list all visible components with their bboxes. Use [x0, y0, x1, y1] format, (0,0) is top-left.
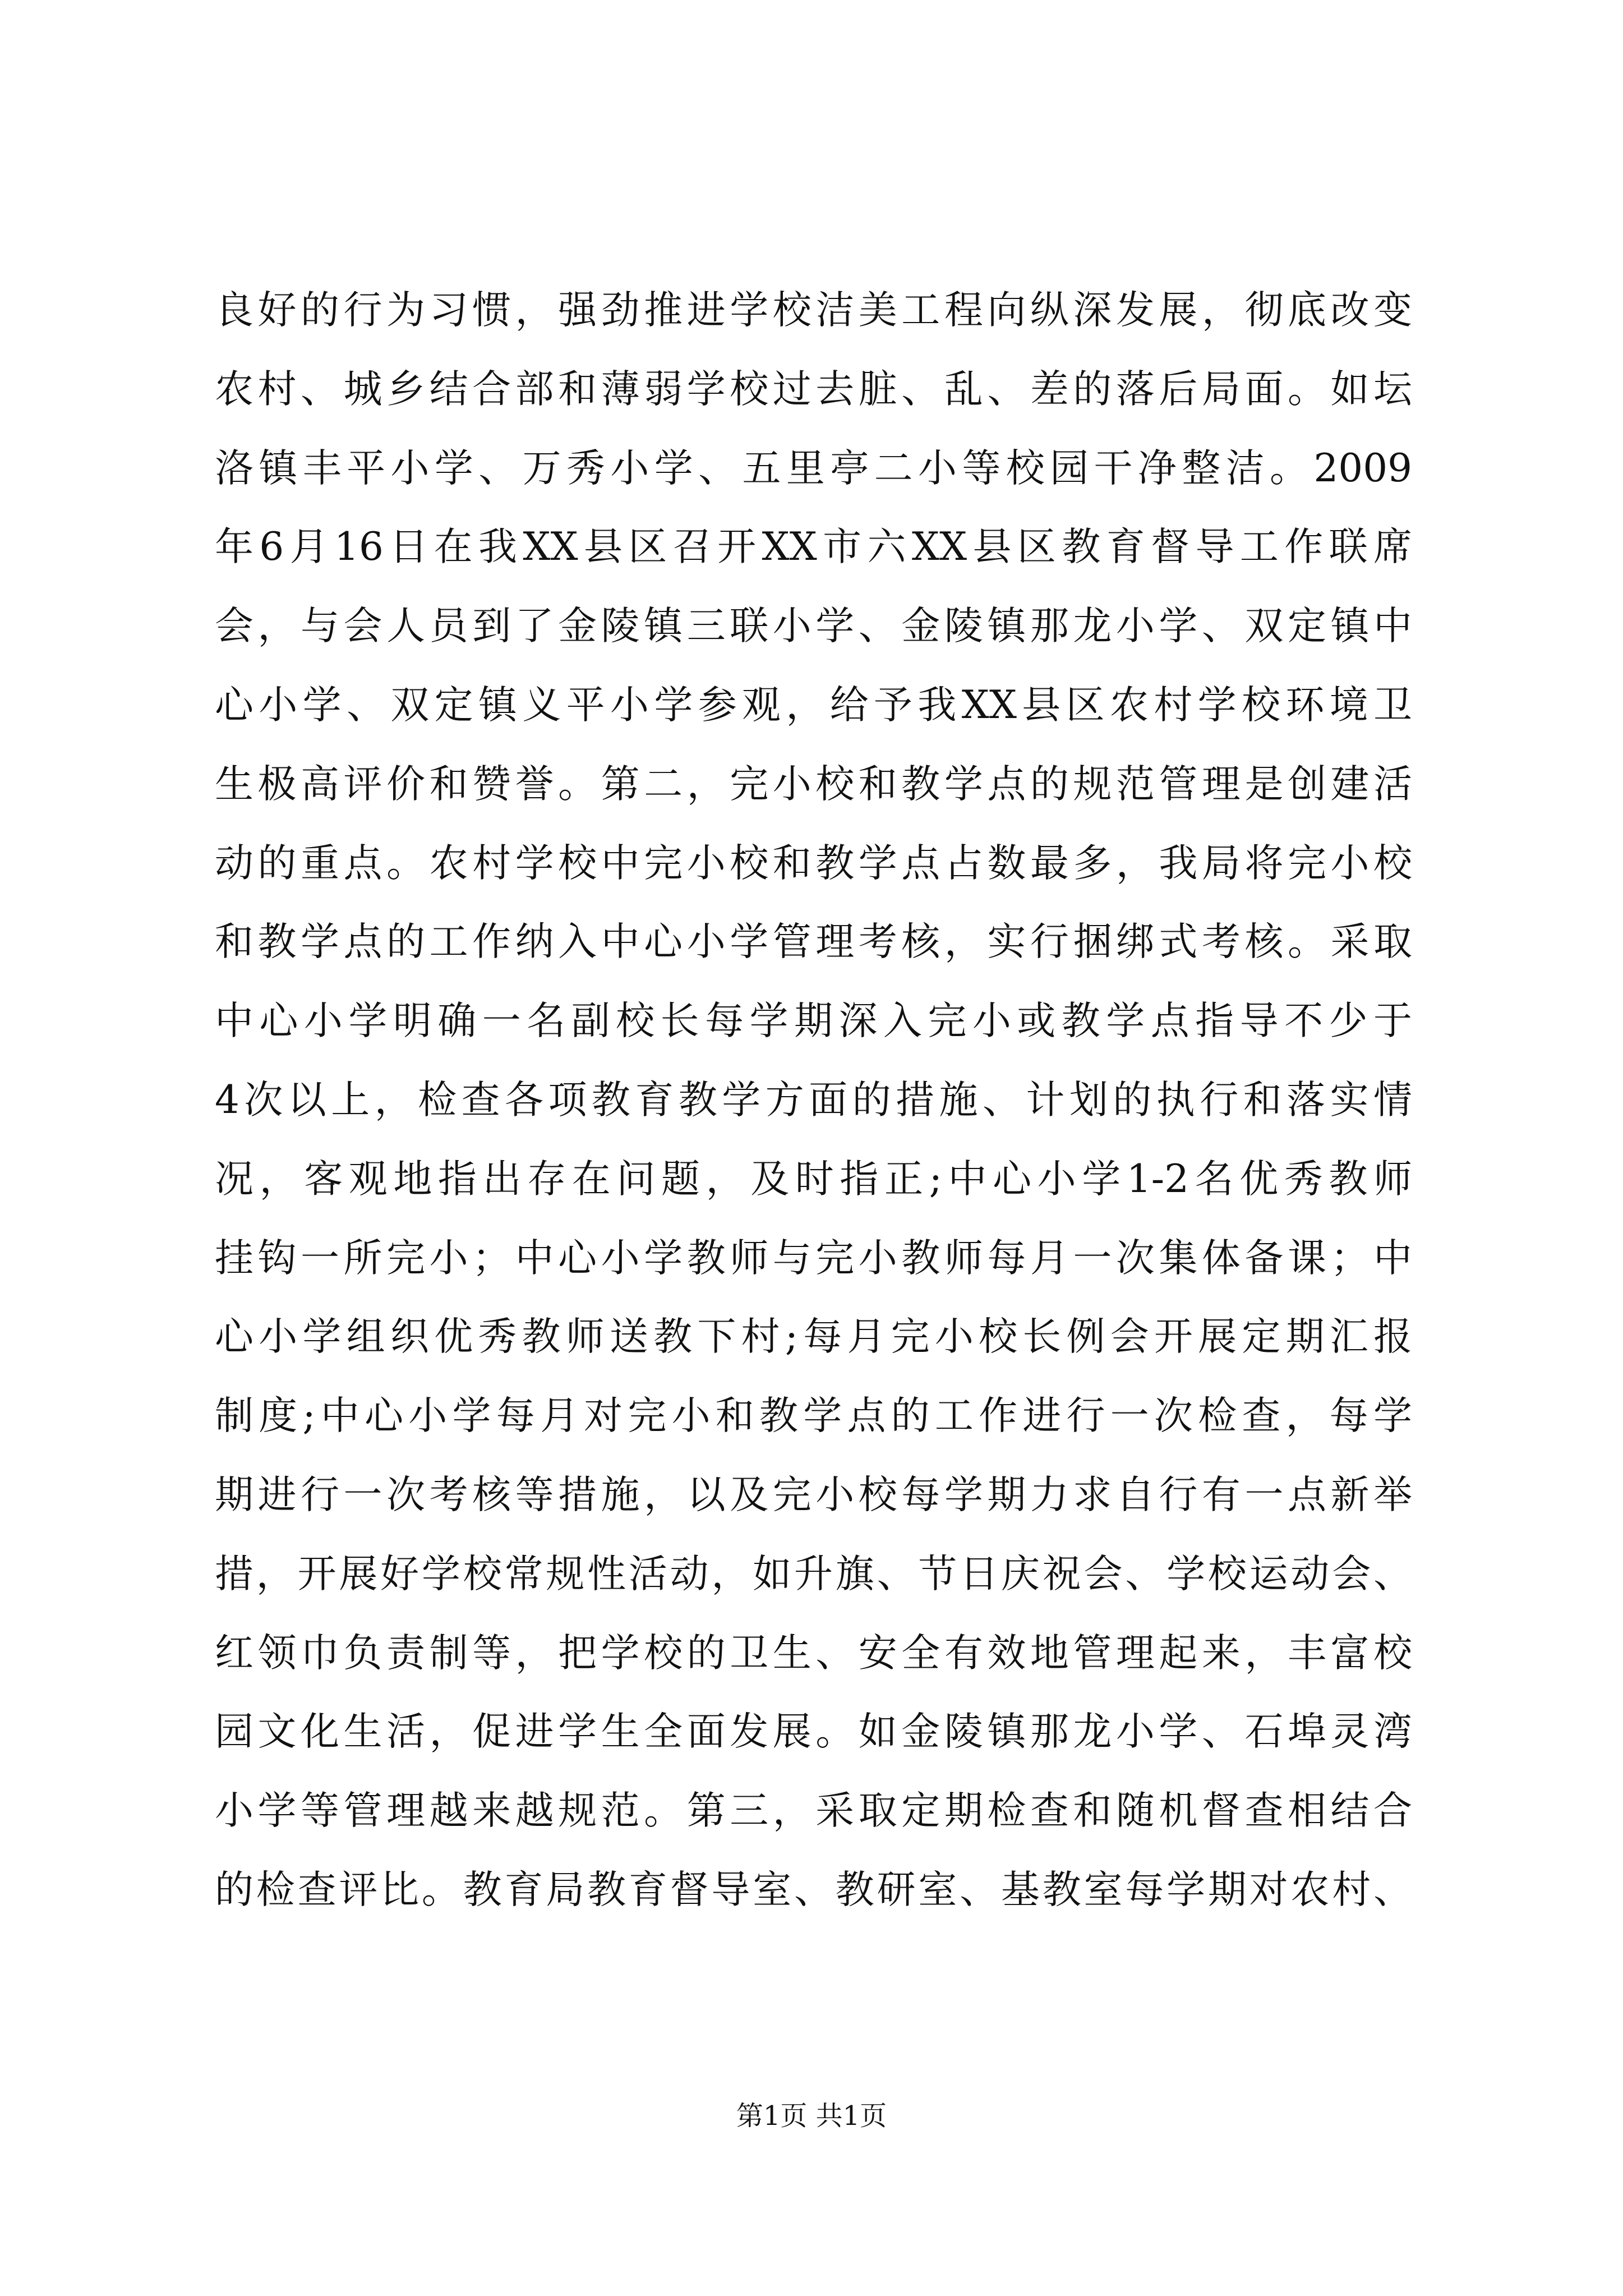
text-line: 年6月16日在我XX县区召开XX市六XX县区教育督导工作联席 — [215, 524, 1412, 570]
text-line: 农村、城乡结合部和薄弱学校过去脏、乱、差的落后局面。如坛 — [215, 366, 1412, 412]
text-line: 良好的行为习惯，强劲推进学校洁美工程向纵深发展，彻底改变 — [215, 288, 1412, 333]
text-line: 生极高评价和赞誉。第二，完小校和教学点的规范管理是创建活 — [215, 761, 1412, 807]
text-line: 会，与会人员到了金陵镇三联小学、金陵镇那龙小学、双定镇中 — [215, 604, 1412, 649]
text-line: 况，客观地指出存在问题，及时指正;中心小学1-2名优秀教师 — [215, 1156, 1412, 1202]
body-text — [215, 271, 1412, 1930]
page-footer — [0, 2099, 1623, 2133]
text-line: 小学等管理越来越规范。第三，采取定期检查和随机督查相结合 — [215, 1788, 1412, 1834]
text-line: 措，开展好学校常规性活动，如升旗、节日庆祝会、学校运动会、 — [215, 1551, 1412, 1596]
text-line: 红领巾负责制等，把学校的卫生、安全有效地管理起来，丰富校 — [215, 1630, 1412, 1676]
text-line: 心小学组织优秀教师送教下村;每月完小校长例会开展定期汇报 — [215, 1314, 1412, 1360]
text-line: 制度;中心小学每月对完小和教学点的工作进行一次检查，每学 — [215, 1393, 1412, 1439]
text-line: 园文化生活，促进学生全面发展。如金陵镇那龙小学、石埠灵湾 — [215, 1709, 1412, 1755]
text-line: 和教学点的工作纳入中心小学管理考核，实行捆绑式考核。采取 — [215, 919, 1412, 965]
text-line: 中心小学明确一名副校长每学期深入完小或教学点指导不少于 — [215, 999, 1412, 1044]
page-number-label: 第1页 共1页 — [736, 2100, 887, 2132]
text-line: 4次以上，检查各项教育教学方面的措施、计划的执行和落实情 — [215, 1077, 1412, 1122]
text-line: 期进行一次考核等措施，以及完小校每学期力求自行有一点新举 — [215, 1472, 1412, 1517]
text-line: 心小学、双定镇义平小学参观，给予我XX县区农村学校环境卫 — [215, 682, 1412, 728]
text-line: 的检查评比。教育局教育督导室、教研室、基教室每学期对农村、 — [215, 1867, 1412, 1912]
text-line: 洛镇丰平小学、万秀小学、五里亭二小等校园干净整洁。2009 — [215, 445, 1412, 491]
text-line: 动的重点。农村学校中完小校和教学点占数最多，我局将完小校 — [215, 840, 1412, 886]
text-line: 挂钩一所完小；中心小学教师与完小教师每月一次集体备课；中 — [215, 1235, 1412, 1281]
